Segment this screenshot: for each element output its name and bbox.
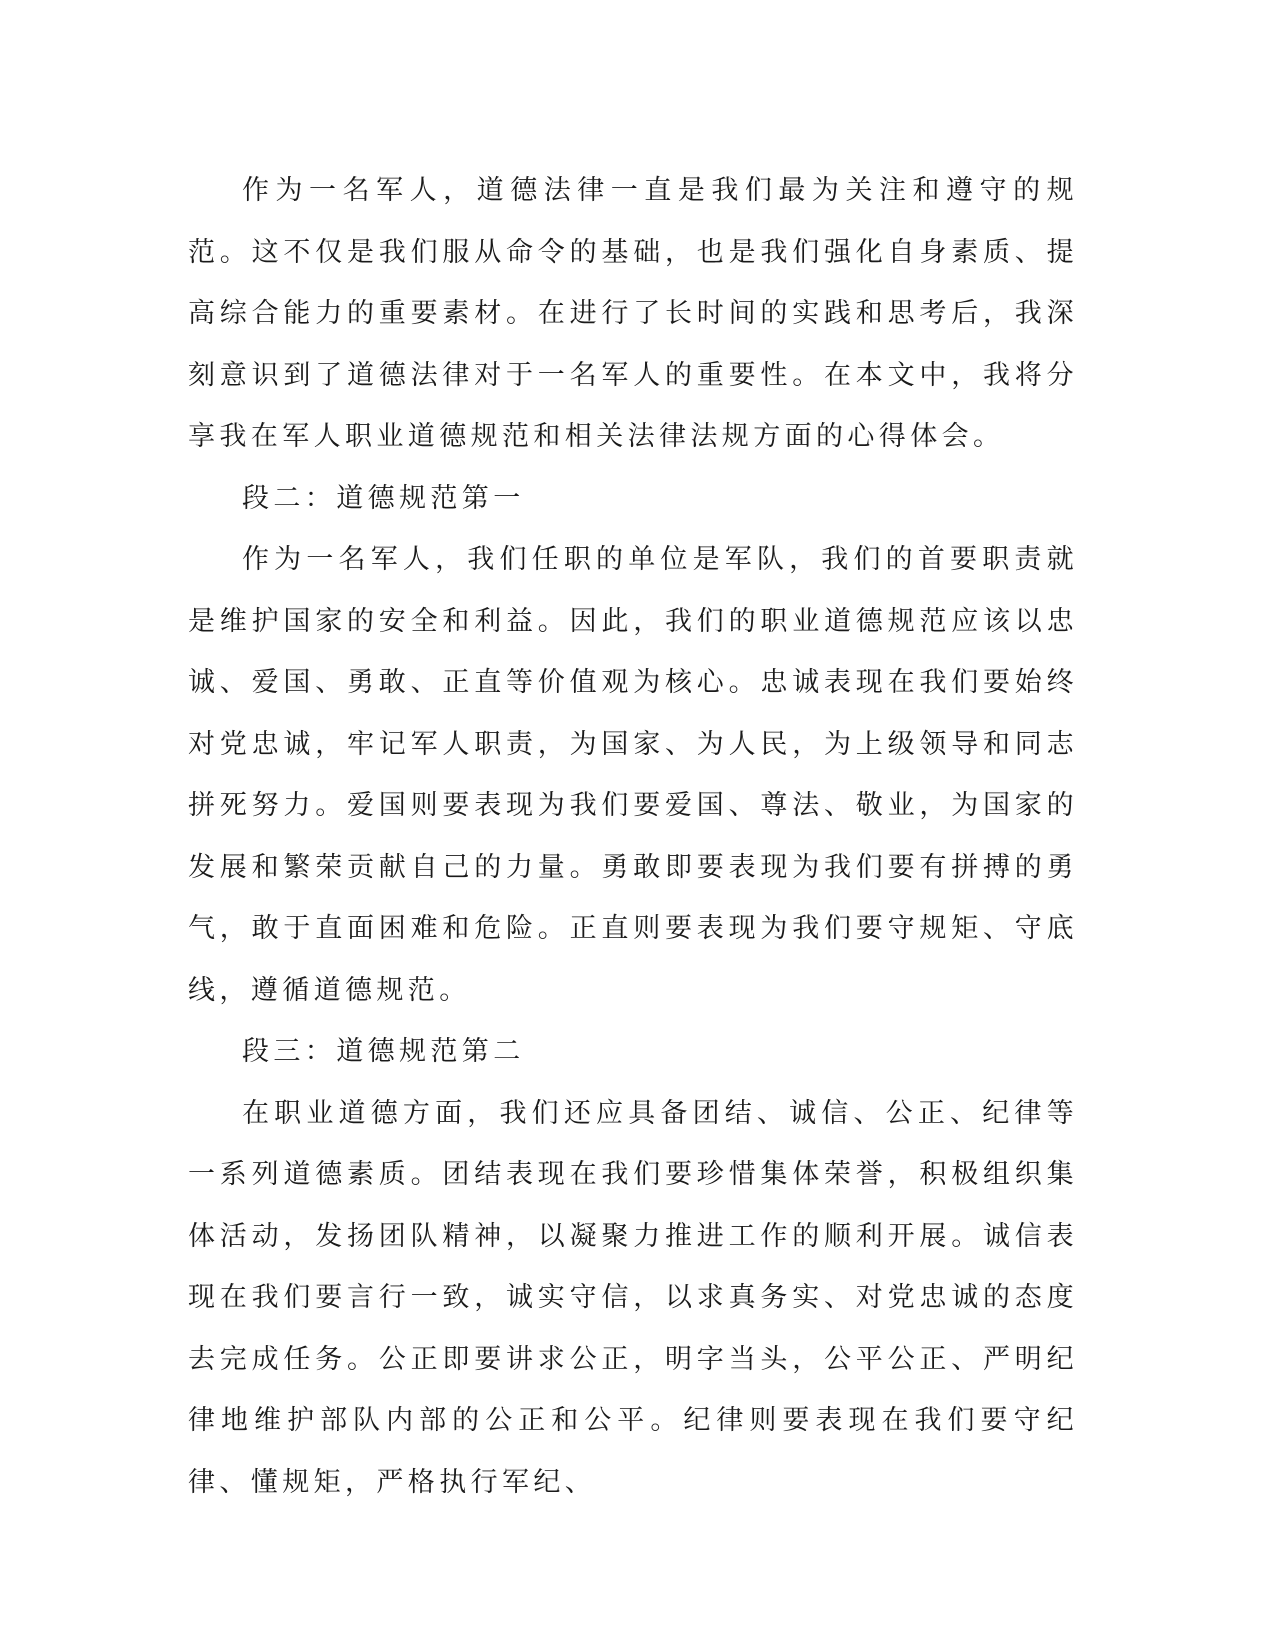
paragraph-intro: 作为一名军人，道德法律一直是我们最为关注和遵守的规范。这不仅是我们服从命令的基础，也是我们强化自身素质、提高综合能力的重要素材。在进行了长时间的实践和思考后，我深刻意识到了道德法律对于一名军人的重要性。在本文中，我将分享我在军人职业道德规范和相关法律法规方面的心得体会。	[188, 175, 1078, 452]
section-heading-3: 段三：道德规范第二	[242, 1036, 525, 1067]
paragraph-section-3: 在职业道德方面，我们还应具备团结、诚信、公正、纪律等一系列道德素质。团结表现在我们要珍惜集体荣誉，积极组织集体活动，发扬团队精神，以凝聚力推进工作的顺利开展。诚信表现在我们要言行一致，诚实守信，以求真务实、对党忠诚的态度去完成任务。公正即要讲求公正，明字当头，公平公正、严明纪律地维护部队内部的公正和公平。纪律则要表现在我们要守纪律、懂规矩，严格执行军纪、	[188, 1097, 1078, 1498]
section-heading-2: 段二：道德规范第一	[242, 482, 525, 514]
paragraph-section-2: 作为一名军人，我们任职的单位是军队，我们的首要职责就是维护国家的安全和利益。因此，我们的职业道德规范应该以忠诚、爱国、勇敢、正直等价值观为核心。忠诚表现在我们要始终对党忠诚，牢记军人职责，为国家、为人民，为上级领导和同志拼死努力。爱国则要表现为我们要爱国、尊法、敬业，为国家的发展和繁荣贡献自己的力量。勇敢即要表现为我们要有拼搏的勇气，敢于直面困难和危险。正直则要表现为我们要守规矩、守底线，遵循道德规范。	[188, 544, 1078, 1006]
document-body	[188, 160, 1078, 1513]
